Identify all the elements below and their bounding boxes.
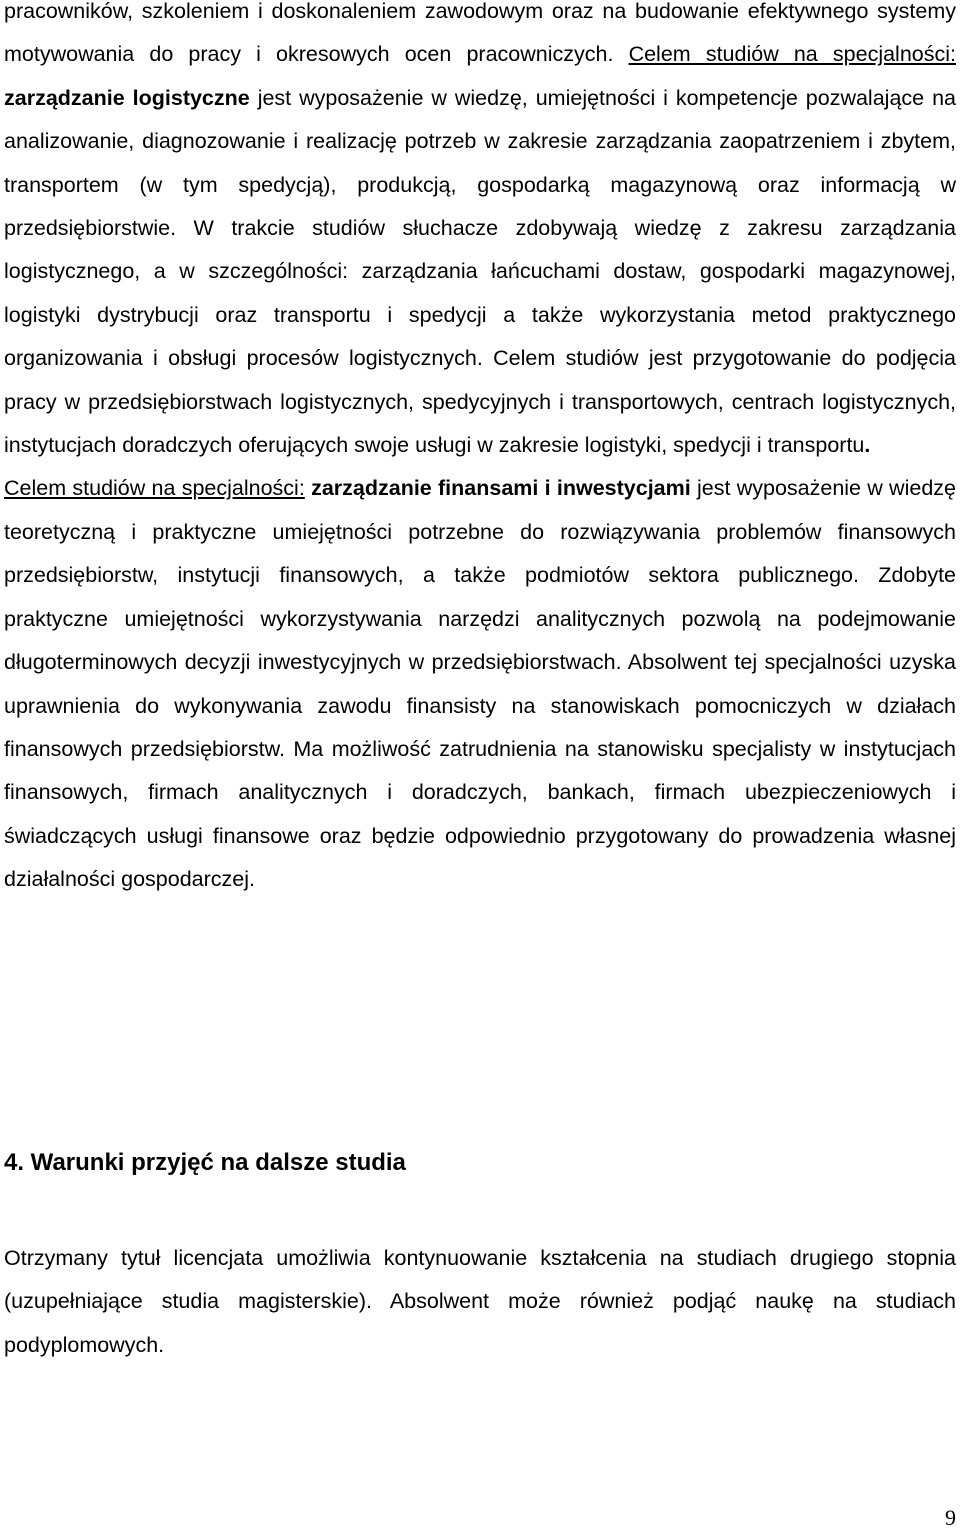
section-heading: 4. Warunki przyjęć na dalsze studia bbox=[4, 1149, 406, 1176]
paragraph-end-mark: . bbox=[864, 433, 871, 458]
specialization-label: Celem studiów na specjalności: bbox=[4, 476, 305, 501]
paragraph-text: jest wyposażenie w wiedzę teoretyczną i praktyczne umiejętności potrzebne do rozwiązywania problemów finansowych przedsiębiorstw, instytucji finansowych, a także podmiotów sektora publicznego. Zdobyte praktyczne umiejętności wykorzystywania narzędzi analitycznych pozwolą na podejmowanie długoterminowych decyzji inwestycyjnych w przedsiębiorstwach. Absolwent tej specjalności uzyska uprawnienia do wykonywania zawodu finansisty na stanowiskach pomocniczych w działach finansowych przedsiębiorstw. Ma możliwość zatrudnienia na stanowisku specjalisty w instytucjach finansowych, firmach analitycznych i doradczych, bankach, firmach ubezpieczeniowych i świadczących usługi finansowe oraz będzie odpowiednio przygotowany do prowadzenia własnej działalności gospodarczej. bbox=[4, 476, 956, 892]
specialization-label: Celem studiów na specjalności: bbox=[628, 42, 956, 67]
paragraph-lead-text: pracowników, szkoleniem i doskonaleniem zawodowym oraz na budowanie efektywnego systemy motywowania do pracy i okresowych ocen pracowniczych. bbox=[4, 0, 956, 67]
paragraph-finance bbox=[4, 467, 956, 901]
specialization-name: zarządzanie logistyczne bbox=[4, 85, 250, 110]
paragraph-text: jest wyposażenie w wiedzę, umiejętności i kompetencje pozwalające na analizowanie, diagnozowanie i realizację potrzeb w zakresie zarządzania zaopatrzeniem i zbytem, transportem (w tym spedycją), produkcją, gospodarką magazynową oraz informacją w przedsiębiorstwie. W trakcie studiów słuchacze zdobywają wiedzę z zakresu zarządzania logistycznego, a w szczególności: zarządzania łańcuchami dostaw, gospodarki magazynowej, logistyki dystrybucji oraz transportu i spedycji a także wykorzystania metod praktycznego organizowania i obsługi procesów logistycznych. Celem studiów jest przygotowanie do podjęcia pracy w przedsiębiorstwach logistycznych, spedycyjnych i transportowych, centrach logistycznych, instytucjach doradczych oferujących swoje usługi w zakresie logistyki, spedycji i transportu bbox=[4, 85, 956, 458]
document-page bbox=[4, 0, 956, 902]
paragraph-logistics bbox=[4, 0, 956, 467]
page-number: 9 bbox=[945, 1505, 956, 1530]
section-paragraph: Otrzymany tytuł licencjata umożliwia kontynuowanie kształcenia na studiach drugiego stopnia (uzupełniające studia magisterskie). Absolwent może również podjąć naukę na studiach podyplomowych. bbox=[4, 1246, 956, 1357]
specialization-name: zarządzanie finansami i inwestycjami bbox=[311, 476, 691, 501]
